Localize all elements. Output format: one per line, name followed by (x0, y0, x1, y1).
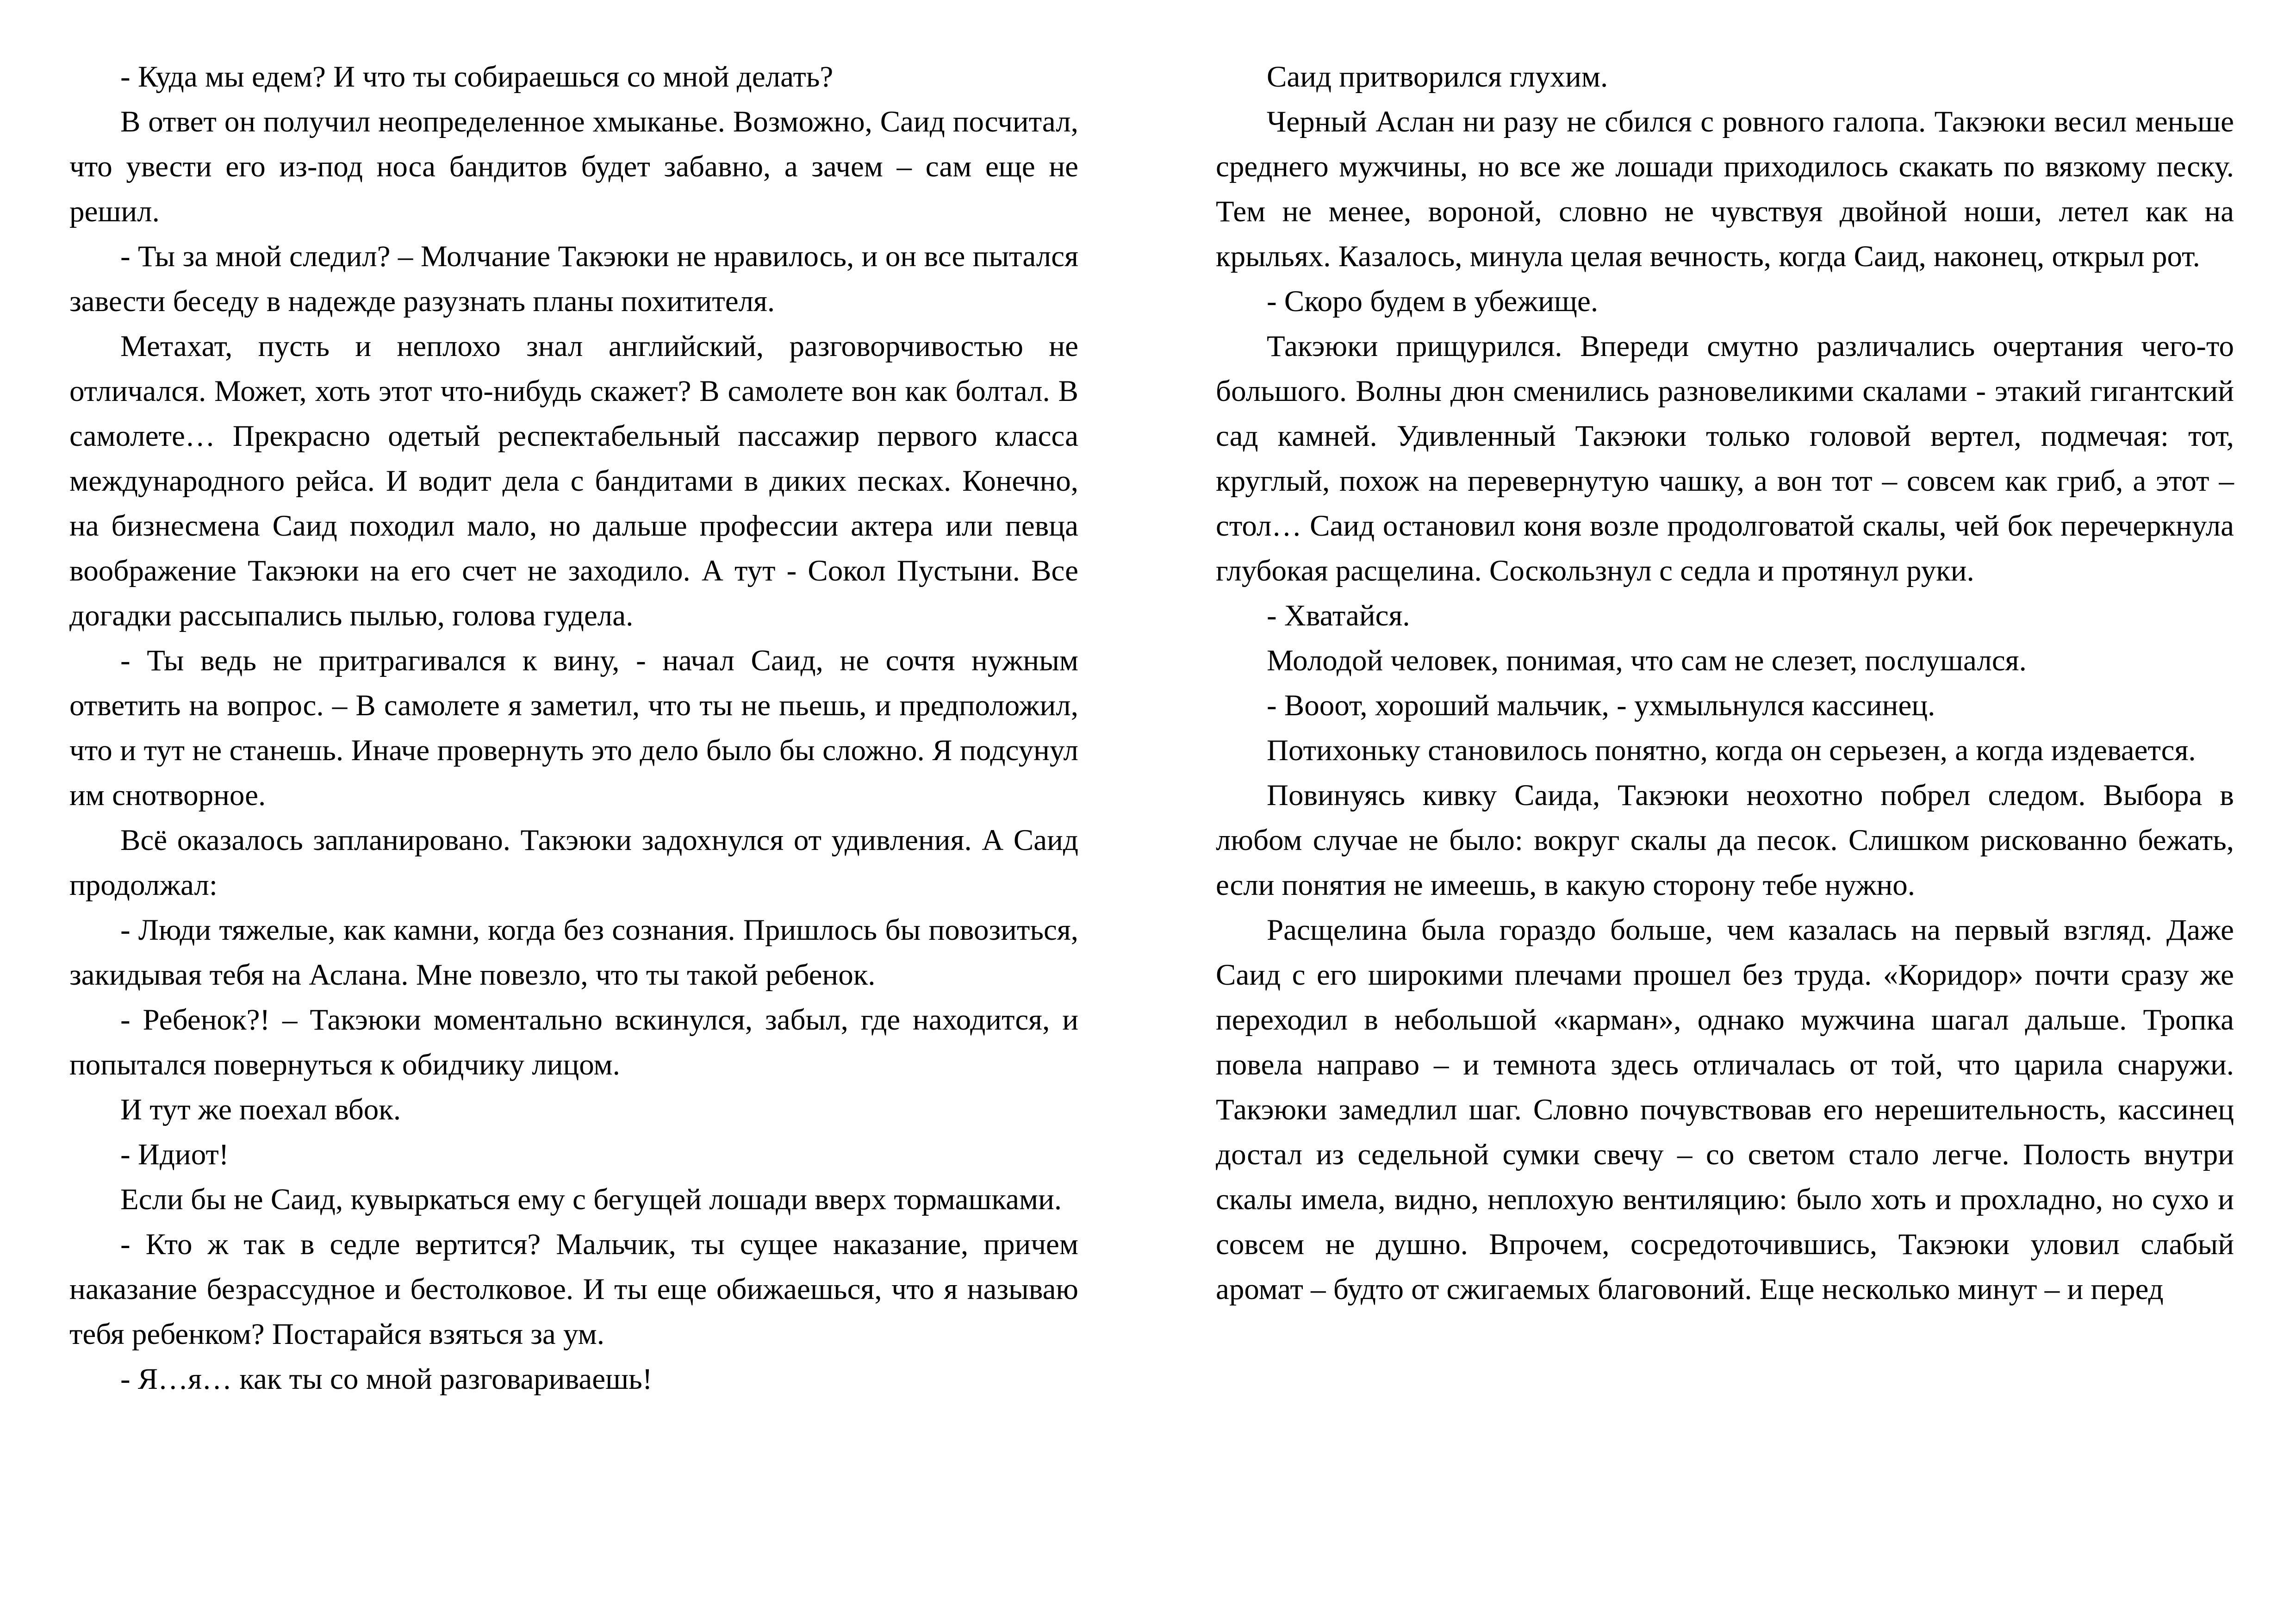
paragraph: Всё оказалось запланировано. Такэюки задохнулся от удивления. А Саид продолжал: (69, 824, 1078, 902)
paragraph: - Ты за мной следил? – Молчание Такэюки не нравилось, и он все пытался завести беседу в надежде разузнать планы похитителя. (69, 240, 1078, 318)
left-column (69, 55, 1078, 1402)
paragraph: Потихоньку становилось понятно, когда он серьезен, а когда издевается. (1267, 734, 2196, 767)
paragraph: Если бы не Саид, кувыркаться ему с бегущей лошади вверх тормашками. (120, 1183, 1062, 1216)
paragraph: Метахат, пусть и неплохо знал английский, разговорчивостью не отличался. Может, хоть этот что-нибудь скажет? В самолете вон как болтал. В самолете… Прекрасно одетый респектабельный пассажир первого класса международного рейса. И водит дела с бандитами в диких песках. Конечно, на бизнесмена Саид походил мало, но дальше профессии актера или певца воображение Такэюки на его счет не заходило. А тут - Сокол Пустыни. Все догадки рассыпались пылью, голова гудела. (69, 330, 1078, 632)
paragraph: В ответ он получил неопределенное хмыканье. Возможно, Саид посчитал, что увести его из-под носа бандитов будет забавно, а зачем – сам еще не решил. (69, 105, 1078, 228)
right-column (1216, 55, 2234, 1312)
paragraph: - Ты ведь не притрагивался к вину, - начал Саид, не сочтя нужным ответить на вопрос. – В самолете я заметил, что ты не пьешь, и предположил, что и тут не станешь. Иначе провернуть это дело было бы сложно. Я подсунул им снотворное. (69, 644, 1078, 812)
paragraph: - Я…я… как ты со мной разговариваешь! (120, 1362, 653, 1396)
paragraph: - Куда мы едем? И что ты собираешься со мной делать? (120, 60, 834, 94)
paragraph: Такэюки прищурился. Впереди смутно различались очертания чего-то большого. Волны дюн сменились разновеликими скалами - этакий гигантский сад камней. Удивленный Такэюки только головой вертел, подмечая: тот, круглый, похож на перевернутую чашку, а вон тот – совсем как гриб, а этот – стол… Саид остановил коня возле продолговатой скалы, чей бок перечеркнула глубокая расщелина. Соскользнул с седла и протянул руки. (1216, 330, 2234, 587)
paragraph: - Кто ж так в седле вертится? Мальчик, ты сущее наказание, причем наказание безрассудное и бестолковое. И ты еще обижаешься, что я называю тебя ребенком? Постарайся взяться за ум. (69, 1228, 1078, 1351)
paragraph: Молодой человек, понимая, что сам не слезет, послушался. (1267, 644, 2027, 677)
paragraph: - Скоро будем в убежище. (1267, 285, 1599, 318)
paragraph: - Вооот, хороший мальчик, - ухмыльнулся кассинец. (1267, 689, 1935, 722)
paragraph: - Люди тяжелые, как камни, когда без сознания. Пришлось бы повозиться, закидывая тебя на Аслана. Мне повезло, что ты такой ребенок. (69, 913, 1078, 992)
paragraph: И тут же поехал вбок. (120, 1093, 401, 1126)
paragraph: - Ребенок?! – Такэюки моментально вскинулся, забыл, где находится, и попытался повернуться к обидчику лицом. (69, 1003, 1078, 1081)
paragraph: Саид притворился глухим. (1267, 60, 1608, 94)
paragraph: Черный Аслан ни разу не сбился с ровного галопа. Такэюки весил меньше среднего мужчины, но все же лошади приходилось скакать по вязкому песку. Тем не менее, вороной, словно не чувствуя двойной ноши, летел как на крыльях. Казалось, минула целая вечность, когда Саид, наконец, открыл рот. (1216, 105, 2234, 273)
paragraph: Расщелина была гораздо больше, чем казалась на первый взгляд. Даже Саид с его широкими плечами прошел без труда. «Коридор» почти сразу же переходил в небольшой «карман», однако мужчина шагал дальше. Тропка повела направо – и темнота здесь отличалась от той, что царила снаружи. Такэюки замедлил шаг. Словно почувствовав его нерешительность, кассинец достал из седельной сумки свечу – со светом стало легче. Полость внутри скалы имела, видно, неплохую вентиляцию: было хоть и прохладно, но сухо и совсем не душно. Впрочем, сосредоточившись, Такэюки уловил слабый аромат – будто от сжигаемых благовоний. Еще несколько минут – и перед (1216, 913, 2234, 1306)
paragraph: - Идиот! (120, 1138, 229, 1171)
paragraph: Повинуясь кивку Саида, Такэюки неохотно побрел следом. Выбора в любом случае не было: вокруг скалы да песок. Слишком рискованно бежать, если понятия не имеешь, в какую сторону тебе нужно. (1216, 779, 2234, 902)
paragraph: - Хватайся. (1267, 599, 1410, 632)
